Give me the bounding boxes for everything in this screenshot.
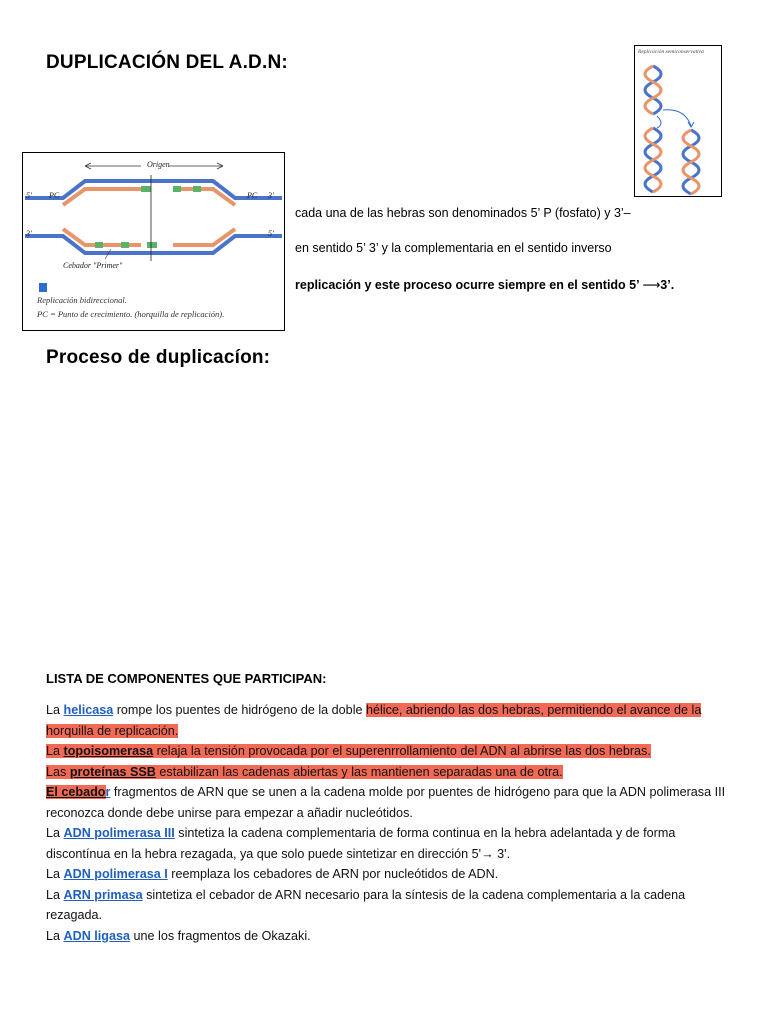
components-list — [46, 700, 726, 946]
text: La — [46, 703, 64, 717]
list-item-adn-pol-i — [46, 864, 726, 885]
text: une los fragmentos de Okazaki. — [130, 928, 311, 943]
three-prime-right-label: 3' — [268, 191, 274, 200]
sentence-3-end: 3’. — [660, 278, 675, 292]
list-item-arn-primasa — [46, 885, 726, 926]
text: estabilizan las cadenas abiertas y las mantienen separadas una de otra. — [155, 764, 563, 779]
bidirectional-replication-figure — [22, 152, 285, 331]
origin-label: Origen — [147, 160, 170, 169]
list-item-ssb — [46, 762, 726, 783]
text: reemplaza los cebadores de ARN por nucleótidos de ADN. — [167, 867, 499, 881]
term-link-adn-polimerasa-iii[interactable]: ADN polimerasa III — [63, 826, 175, 840]
semiconservative-title: Replicación semiconservativa — [638, 49, 704, 55]
text: sintetiza el cebador de ARN necesario para la síntesis de la cadena complementaria a la cadena rezagada. — [46, 887, 686, 922]
sentence-fragment-3 — [295, 277, 674, 292]
highlighted-text: hélice, abriendo las dos hebras, permitiendo el avance de la horquilla de replicación. — [46, 703, 702, 738]
page-title: DUPLICACIÓN DEL A.D.N: — [46, 52, 288, 73]
primer-label: Cebador "Primer" — [63, 261, 123, 270]
term-link-helicasa[interactable]: helicasa — [63, 703, 114, 717]
sentence-fragment-1: cada una de las hebras son denominados 5’ P (fosfato) y 3’– — [295, 206, 631, 220]
text: sintetiza la cadena complementaria de forma continua en la hebra adelantada y de forma discontínua en la hebra rezagada, ya que solo puede sintetizar en dirección 5'→ 3'. — [46, 826, 676, 861]
term-link-cebador[interactable]: r — [105, 785, 111, 799]
highlighted-text: El cebado — [46, 785, 106, 799]
pc-right-label: PC — [247, 191, 258, 200]
components-list-title: LISTA DE COMPONENTES QUE PARTICIPAN: — [46, 671, 327, 686]
three-prime-left-label: 3' — [26, 229, 32, 238]
text: La — [46, 867, 64, 881]
text: La — [46, 887, 64, 902]
semiconservative-figure — [634, 45, 722, 197]
list-item-helicasa — [46, 700, 726, 741]
term-link-adn-ligasa[interactable]: ADN ligasa — [63, 928, 131, 943]
text: Las — [46, 764, 70, 779]
five-prime-right-label: 5' — [268, 229, 274, 238]
text: La — [46, 826, 64, 840]
figure-caption-2: PC = Punto de crecimiento. (horquilla de replicación). — [37, 309, 225, 319]
term-link-adn-polimerasa-i[interactable]: ADN polimerasa I — [63, 867, 168, 881]
arrow-icon: ⟶ — [642, 278, 661, 292]
text: La — [46, 928, 64, 943]
sentence-3-text: replicación y este proceso ocurre siempre en el sentido 5’ — [295, 278, 639, 292]
text: fragmentos de ARN que se unen a la cadena molde por puentes de hidrógeno para que la ADN polimerasa III reconozca donde debe unirse para empezar a añadir nucleótidos. — [46, 785, 726, 820]
text: rompe los puentes de hidrógeno de la doble — [113, 703, 366, 717]
five-prime-left-label: 5' — [26, 191, 32, 200]
text: relaja la tensión provocada por el superenrrollamiento del ADN al abrirse las dos hebras. — [153, 744, 651, 758]
sentence-fragment-2: en sentido 5’ 3’ y la complementaria en el sentido inverso — [295, 241, 612, 255]
term-link-arn-primasa[interactable]: ARN primasa — [63, 887, 143, 902]
list-item-adn-ligasa — [46, 926, 726, 947]
pc-left-label: PC — [49, 191, 60, 200]
dna-helix-illustration — [635, 58, 721, 196]
text: La — [46, 744, 64, 758]
process-heading: Proceso de duplicacíon: — [46, 347, 271, 368]
list-item-cebador — [46, 782, 726, 823]
term-link-ssb[interactable]: proteínas SSB — [69, 764, 156, 779]
term-link-topoisomerasa[interactable]: topoisomerasa — [63, 744, 154, 758]
figure-caption-1: Replicación bidireccional. — [37, 295, 127, 305]
list-item-adn-pol-iii — [46, 823, 726, 864]
list-item-topoisomerasa — [46, 741, 726, 762]
